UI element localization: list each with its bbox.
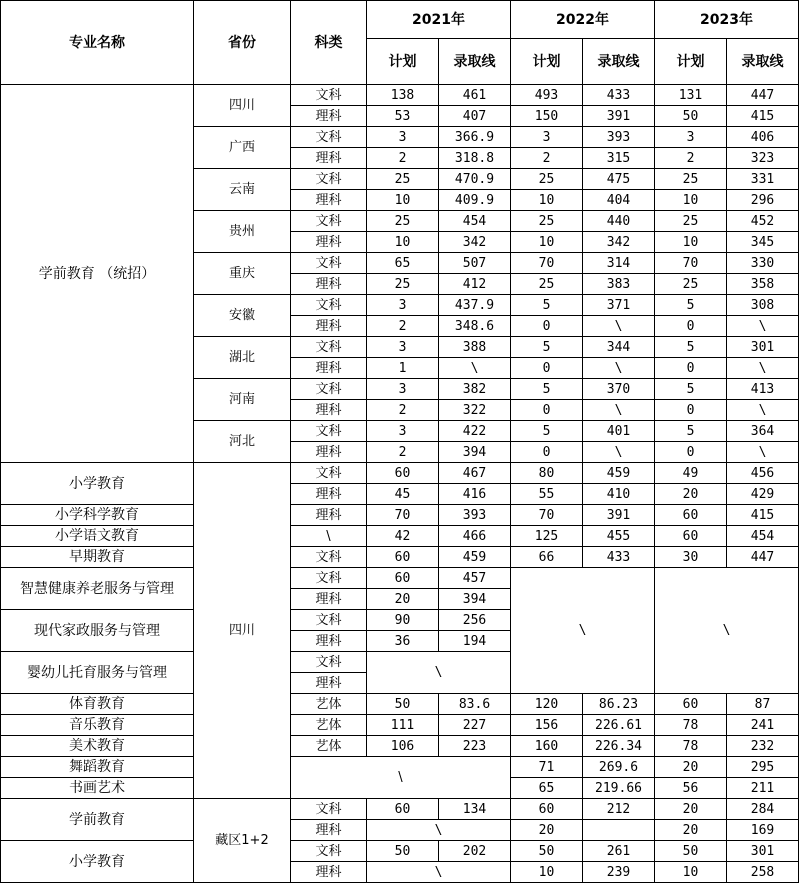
cell-subject: 理科 xyxy=(291,862,367,883)
cell-plan-2023: 56 xyxy=(655,778,727,799)
cell-cutoff-2022: 433 xyxy=(583,547,655,568)
cell-cutoff-2022: \ xyxy=(583,316,655,337)
cell-major: 早期教育 xyxy=(1,547,194,568)
cell-plan-2022: 65 xyxy=(511,778,583,799)
cell-plan-2023: 0 xyxy=(655,316,727,337)
cell-subject: 文科 xyxy=(291,652,367,673)
cell-subject: \ xyxy=(291,757,511,799)
cell-subject: 理科 xyxy=(291,232,367,253)
cell-subject: 理科 xyxy=(291,631,367,652)
cell-plan-2023: 20 xyxy=(655,484,727,505)
cell-plan-2023: 60 xyxy=(655,505,727,526)
cell-subject: 理科 xyxy=(291,673,367,694)
cell-cutoff-2023: 454 xyxy=(727,526,799,547)
cell-cutoff-2021: 394 xyxy=(439,442,511,463)
header-major: 专业名称 xyxy=(1,1,194,85)
cell-cutoff-2022: 455 xyxy=(583,526,655,547)
cell-cutoff-2021: 256 xyxy=(439,610,511,631)
cell-province: 四川 xyxy=(194,463,291,799)
cell-province: 河南 xyxy=(194,379,291,421)
cell-cutoff-2022: 269.6 xyxy=(583,757,655,778)
cell-plan-2021: 25 xyxy=(367,274,439,295)
cell-subject: 文科 xyxy=(291,253,367,274)
cell-subject: 文科 xyxy=(291,799,367,820)
table-row xyxy=(1,505,799,526)
cell-subject: 文科 xyxy=(291,211,367,232)
cell-province: 湖北 xyxy=(194,337,291,379)
cell-cutoff-2023: 308 xyxy=(727,295,799,316)
cell-plan-2023: 70 xyxy=(655,253,727,274)
cell-plan-2021: 10 xyxy=(367,190,439,211)
cell-subject: 文科 xyxy=(291,463,367,484)
cell-plan-2022: 50 xyxy=(511,841,583,862)
cell-subject: 理科 xyxy=(291,316,367,337)
table-body xyxy=(1,85,799,883)
cell-plan-2021: 25 xyxy=(367,211,439,232)
cell-cutoff-2021: 322 xyxy=(439,400,511,421)
header-subject: 科类 xyxy=(291,1,367,85)
cell-plan-2023: 10 xyxy=(655,232,727,253)
cell-cutoff-2021: 394 xyxy=(439,589,511,610)
cell-plan-2023: 50 xyxy=(655,106,727,127)
cell-plan-2022: 70 xyxy=(511,253,583,274)
cell-cutoff-2021: 227 xyxy=(439,715,511,736)
cell-cutoff-2022: 391 xyxy=(583,106,655,127)
cell-plan-2023: 5 xyxy=(655,379,727,400)
cell-major: 学前教育 （统招） xyxy=(1,85,194,463)
cell-plan-2021: 2 xyxy=(367,442,439,463)
table-row xyxy=(1,757,799,778)
cell-subject: 文科 xyxy=(291,547,367,568)
cell-cutoff-2022: 344 xyxy=(583,337,655,358)
table-row xyxy=(1,715,799,736)
cell-major: 书画艺术 xyxy=(1,778,194,799)
cell-plan-2021: 138 xyxy=(367,85,439,106)
cell-cutoff-2021: 202 xyxy=(439,841,511,862)
cell-plan-2023: 78 xyxy=(655,736,727,757)
cell-plan-2021: 2 xyxy=(367,148,439,169)
cell-cutoff-2023: 284 xyxy=(727,799,799,820)
cell-plan-2023: 10 xyxy=(655,862,727,883)
cell-plan-2022: 25 xyxy=(511,169,583,190)
cell-cutoff-2021: 457 xyxy=(439,568,511,589)
cell-plan-2023: 50 xyxy=(655,841,727,862)
table-row xyxy=(1,547,799,568)
cell-major: 小学语文教育 xyxy=(1,526,194,547)
cell-plan-2021: 60 xyxy=(367,547,439,568)
cell-cutoff-2022: 391 xyxy=(583,505,655,526)
cell-cutoff-2023: 415 xyxy=(727,505,799,526)
cell-plan-2023: 0 xyxy=(655,442,727,463)
cell-plan-2021: 50 xyxy=(367,841,439,862)
cell-plan-2022: 5 xyxy=(511,337,583,358)
cell-cutoff-2023: 211 xyxy=(727,778,799,799)
cell-cutoff-2023: 241 xyxy=(727,715,799,736)
cell-plan-2022: 25 xyxy=(511,274,583,295)
table-row xyxy=(1,736,799,757)
cell-plan-2023: 60 xyxy=(655,694,727,715)
cell-plan-2021: 60 xyxy=(367,568,439,589)
cell-plan-2022: 10 xyxy=(511,190,583,211)
cell-cutoff-2023: 258 xyxy=(727,862,799,883)
cell-major: 小学教育 xyxy=(1,841,194,883)
cell-major: 现代家政服务与管理 xyxy=(1,610,194,652)
cell-plan-2023: 5 xyxy=(655,421,727,442)
cell-subject: \ xyxy=(291,526,367,547)
cell-major: 小学科学教育 xyxy=(1,505,194,526)
header-year-2023: 2023年 xyxy=(655,1,799,39)
cell-cutoff-2021: 342 xyxy=(439,232,511,253)
cell-cutoff-2021: 366.9 xyxy=(439,127,511,148)
cell-cutoff-2023: 452 xyxy=(727,211,799,232)
cell-plan-2023: 0 xyxy=(655,400,727,421)
cell-plan-2021: 2 xyxy=(367,316,439,337)
cell-cutoff-2022: 371 xyxy=(583,295,655,316)
cell-province: 河北 xyxy=(194,421,291,463)
cell-cutoff-2023: 447 xyxy=(727,85,799,106)
cell-major: 舞蹈教育 xyxy=(1,757,194,778)
cell-major: 体育教育 xyxy=(1,694,194,715)
cell-cutoff-2021: 461 xyxy=(439,85,511,106)
cell-province: 重庆 xyxy=(194,253,291,295)
cell-cutoff-2022: 315 xyxy=(583,148,655,169)
cell-major: 婴幼儿托育服务与管理 xyxy=(1,652,194,694)
header-cutoff-2022: 录取线 xyxy=(583,39,655,85)
cell-cutoff-2021: 382 xyxy=(439,379,511,400)
cell-cutoff-2023: 301 xyxy=(727,841,799,862)
cell-cutoff-2021: 412 xyxy=(439,274,511,295)
cell-plan-2021: \ xyxy=(367,652,511,694)
cell-cutoff-2021: 194 xyxy=(439,631,511,652)
cell-cutoff-2021: 454 xyxy=(439,211,511,232)
cell-plan-2022: 10 xyxy=(511,232,583,253)
cell-plan-2023: 25 xyxy=(655,169,727,190)
cell-plan-2022: 25 xyxy=(511,211,583,232)
cell-cutoff-2023: 323 xyxy=(727,148,799,169)
cell-plan-2022: 70 xyxy=(511,505,583,526)
header-year-2022: 2022年 xyxy=(511,1,655,39)
cell-subject: 文科 xyxy=(291,169,367,190)
header-year-2021: 2021年 xyxy=(367,1,511,39)
cell-cutoff-2022: 370 xyxy=(583,379,655,400)
cell-cutoff-2023: 169 xyxy=(727,820,799,841)
cell-cutoff-2022: 314 xyxy=(583,253,655,274)
cell-cutoff-2021: 470.9 xyxy=(439,169,511,190)
cell-subject: 文科 xyxy=(291,421,367,442)
cell-cutoff-2022: 383 xyxy=(583,274,655,295)
cell-province: 云南 xyxy=(194,169,291,211)
cell-subject: 理科 xyxy=(291,400,367,421)
table-row xyxy=(1,799,799,820)
cell-subject: 理科 xyxy=(291,820,367,841)
cell-plan-2021: 10 xyxy=(367,232,439,253)
header-cutoff-2023: 录取线 xyxy=(727,39,799,85)
cell-cutoff-2021: 318.8 xyxy=(439,148,511,169)
cell-plan-2023: 2 xyxy=(655,148,727,169)
table-row xyxy=(1,694,799,715)
cell-cutoff-2022: 212 xyxy=(583,799,655,820)
cell-cutoff-2022: 475 xyxy=(583,169,655,190)
cell-plan-2021: 25 xyxy=(367,169,439,190)
cell-plan-2022: 0 xyxy=(511,400,583,421)
header-province: 省份 xyxy=(194,1,291,85)
cell-plan-2021: 90 xyxy=(367,610,439,631)
cell-cutoff-2021: 83.6 xyxy=(439,694,511,715)
cell-plan-2021: 60 xyxy=(367,799,439,820)
cell-province: 藏区1+2 xyxy=(194,799,291,883)
cell-cutoff-2021: 393 xyxy=(439,505,511,526)
cell-plan-2021: \ xyxy=(367,862,511,883)
cell-cutoff-2023: 87 xyxy=(727,694,799,715)
cell-plan-2021: 53 xyxy=(367,106,439,127)
cell-plan-2023: 78 xyxy=(655,715,727,736)
cell-major: 学前教育 xyxy=(1,799,194,841)
cell-plan-2023: 10 xyxy=(655,190,727,211)
table-row xyxy=(1,526,799,547)
header-plan-2023: 计划 xyxy=(655,39,727,85)
table-row xyxy=(1,841,799,862)
cell-plan-2023: 25 xyxy=(655,211,727,232)
cell-plan-2022: 60 xyxy=(511,799,583,820)
cell-cutoff-2022: 226.61 xyxy=(583,715,655,736)
cell-cutoff-2023: 301 xyxy=(727,337,799,358)
cell-plan-2021: 36 xyxy=(367,631,439,652)
cell-subject: 文科 xyxy=(291,568,367,589)
cell-cutoff-2022: 410 xyxy=(583,484,655,505)
cell-subject: 理科 xyxy=(291,106,367,127)
cell-cutoff-2022 xyxy=(583,820,655,841)
cell-plan-2021: 111 xyxy=(367,715,439,736)
cell-plan-2022: 0 xyxy=(511,316,583,337)
cell-cutoff-2023: \ xyxy=(727,316,799,337)
cell-plan-2022: 125 xyxy=(511,526,583,547)
cell-plan-2022: 5 xyxy=(511,295,583,316)
cell-cutoff-2022: \ xyxy=(583,442,655,463)
cell-cutoff-2023: 406 xyxy=(727,127,799,148)
cell-cutoff-2023: 331 xyxy=(727,169,799,190)
cell-cutoff-2022: 459 xyxy=(583,463,655,484)
cell-plan-2021: 3 xyxy=(367,379,439,400)
cell-cutoff-2022: \ xyxy=(583,358,655,379)
cell-cutoff-2021: 466 xyxy=(439,526,511,547)
cell-cutoff-2023: \ xyxy=(727,442,799,463)
cell-cutoff-2021: 223 xyxy=(439,736,511,757)
cell-subject: 理科 xyxy=(291,505,367,526)
cell-plan-2021: 3 xyxy=(367,421,439,442)
cell-plan-2022: 5 xyxy=(511,379,583,400)
cell-subject: 理科 xyxy=(291,274,367,295)
cell-subject: 艺体 xyxy=(291,694,367,715)
cell-cutoff-2023: 364 xyxy=(727,421,799,442)
cell-plan-2022: 120 xyxy=(511,694,583,715)
cell-cutoff-2022: 393 xyxy=(583,127,655,148)
cell-plan-2022: 5 xyxy=(511,421,583,442)
cell-subject: 艺体 xyxy=(291,715,367,736)
cell-subject: 理科 xyxy=(291,148,367,169)
cell-plan-2022: 150 xyxy=(511,106,583,127)
table-row xyxy=(1,463,799,484)
cell-province: 四川 xyxy=(194,85,291,127)
cell-plan-2023: 30 xyxy=(655,547,727,568)
cell-cutoff-2021: 416 xyxy=(439,484,511,505)
cell-cutoff-2023: \ xyxy=(727,358,799,379)
cell-plan-2022: 160 xyxy=(511,736,583,757)
cell-plan-2022: 0 xyxy=(511,358,583,379)
header-plan-2022: 计划 xyxy=(511,39,583,85)
cell-plan-2023: 49 xyxy=(655,463,727,484)
cell-plan-2022: 493 xyxy=(511,85,583,106)
cell-plan-2021: 2 xyxy=(367,400,439,421)
cell-cutoff-2021: 388 xyxy=(439,337,511,358)
cell-plan-2021: 45 xyxy=(367,484,439,505)
cell-plan-2022: 0 xyxy=(511,442,583,463)
cell-cutoff-2022: 239 xyxy=(583,862,655,883)
cell-subject: 文科 xyxy=(291,610,367,631)
cell-plan-2021: 3 xyxy=(367,127,439,148)
cell-province: 安徽 xyxy=(194,295,291,337)
cell-plan-2022: 66 xyxy=(511,547,583,568)
cell-subject: 文科 xyxy=(291,85,367,106)
cell-major: 智慧健康养老服务与管理 xyxy=(1,568,194,610)
cell-plan-2021: 70 xyxy=(367,505,439,526)
cell-subject: 理科 xyxy=(291,190,367,211)
cell-plan-2021: 106 xyxy=(367,736,439,757)
cell-cutoff-2023: \ xyxy=(727,400,799,421)
header-plan-2021: 计划 xyxy=(367,39,439,85)
cell-cutoff-2023: 330 xyxy=(727,253,799,274)
cell-cutoff-2023: 447 xyxy=(727,547,799,568)
cell-plan-2023: 20 xyxy=(655,757,727,778)
cell-plan-2021: 42 xyxy=(367,526,439,547)
cell-cutoff-2022: 219.66 xyxy=(583,778,655,799)
cell-plan-2022: 80 xyxy=(511,463,583,484)
cell-plan-2022: 2 xyxy=(511,148,583,169)
cell-plan-2023: 3 xyxy=(655,127,727,148)
table-row xyxy=(1,85,799,106)
cell-major: 美术教育 xyxy=(1,736,194,757)
cell-cutoff-2023: 345 xyxy=(727,232,799,253)
cell-cutoff-2021: 348.6 xyxy=(439,316,511,337)
cell-cutoff-2023: 295 xyxy=(727,757,799,778)
cell-subject: 文科 xyxy=(291,295,367,316)
cell-plan-2022: 10 xyxy=(511,862,583,883)
cell-cutoff-2022: 433 xyxy=(583,85,655,106)
cell-plan-2022: 156 xyxy=(511,715,583,736)
cell-plan-2022: 71 xyxy=(511,757,583,778)
cell-province: 广西 xyxy=(194,127,291,169)
cell-plan-2023: 60 xyxy=(655,526,727,547)
cell-plan-2021: 60 xyxy=(367,463,439,484)
table-row xyxy=(1,568,799,589)
cell-cutoff-2022: 86.23 xyxy=(583,694,655,715)
cell-cutoff-2023: 456 xyxy=(727,463,799,484)
cell-plan-2021: \ xyxy=(367,820,511,841)
cell-cutoff-2021: 467 xyxy=(439,463,511,484)
cell-plan-2022: 55 xyxy=(511,484,583,505)
cell-cutoff-2022: \ xyxy=(583,400,655,421)
cell-cutoff-2021: 409.9 xyxy=(439,190,511,211)
cell-cutoff-2022: 401 xyxy=(583,421,655,442)
cell-plan-2023: \ xyxy=(655,568,799,694)
cell-plan-2021: 3 xyxy=(367,337,439,358)
cell-cutoff-2023: 415 xyxy=(727,106,799,127)
cell-plan-2021: 50 xyxy=(367,694,439,715)
cell-plan-2023: 20 xyxy=(655,799,727,820)
cell-cutoff-2023: 296 xyxy=(727,190,799,211)
cell-plan-2023: 5 xyxy=(655,337,727,358)
cell-subject: 理科 xyxy=(291,589,367,610)
cell-subject: 文科 xyxy=(291,841,367,862)
cell-cutoff-2022: 342 xyxy=(583,232,655,253)
cell-plan-2021: 65 xyxy=(367,253,439,274)
cell-subject: 理科 xyxy=(291,442,367,463)
cell-cutoff-2021: 134 xyxy=(439,799,511,820)
cell-plan-2023: 5 xyxy=(655,295,727,316)
cell-cutoff-2021: 507 xyxy=(439,253,511,274)
cell-plan-2023: 25 xyxy=(655,274,727,295)
cell-cutoff-2022: 261 xyxy=(583,841,655,862)
cell-plan-2023: 0 xyxy=(655,358,727,379)
cell-cutoff-2023: 232 xyxy=(727,736,799,757)
cell-subject: 理科 xyxy=(291,358,367,379)
cell-plan-2021: 1 xyxy=(367,358,439,379)
cell-plan-2022: 3 xyxy=(511,127,583,148)
cell-plan-2022: \ xyxy=(511,568,655,694)
cell-subject: 文科 xyxy=(291,379,367,400)
cell-cutoff-2021: 459 xyxy=(439,547,511,568)
cell-plan-2021: 20 xyxy=(367,589,439,610)
cell-cutoff-2023: 429 xyxy=(727,484,799,505)
cell-cutoff-2023: 358 xyxy=(727,274,799,295)
cell-subject: 艺体 xyxy=(291,736,367,757)
cell-plan-2023: 20 xyxy=(655,820,727,841)
cell-subject: 文科 xyxy=(291,337,367,358)
cell-subject: 文科 xyxy=(291,127,367,148)
cell-major: 小学教育 xyxy=(1,463,194,505)
cell-cutoff-2021: 407 xyxy=(439,106,511,127)
cell-major: 音乐教育 xyxy=(1,715,194,736)
cell-province: 贵州 xyxy=(194,211,291,253)
cell-cutoff-2021: 437.9 xyxy=(439,295,511,316)
header-cutoff-2021: 录取线 xyxy=(439,39,511,85)
cell-cutoff-2021: \ xyxy=(439,358,511,379)
cell-cutoff-2022: 440 xyxy=(583,211,655,232)
cell-plan-2022: 20 xyxy=(511,820,583,841)
cell-plan-2021: 3 xyxy=(367,295,439,316)
cell-cutoff-2022: 226.34 xyxy=(583,736,655,757)
cell-cutoff-2022: 404 xyxy=(583,190,655,211)
cell-cutoff-2021: 422 xyxy=(439,421,511,442)
cell-cutoff-2023: 413 xyxy=(727,379,799,400)
cell-plan-2023: 131 xyxy=(655,85,727,106)
cell-subject: 理科 xyxy=(291,484,367,505)
